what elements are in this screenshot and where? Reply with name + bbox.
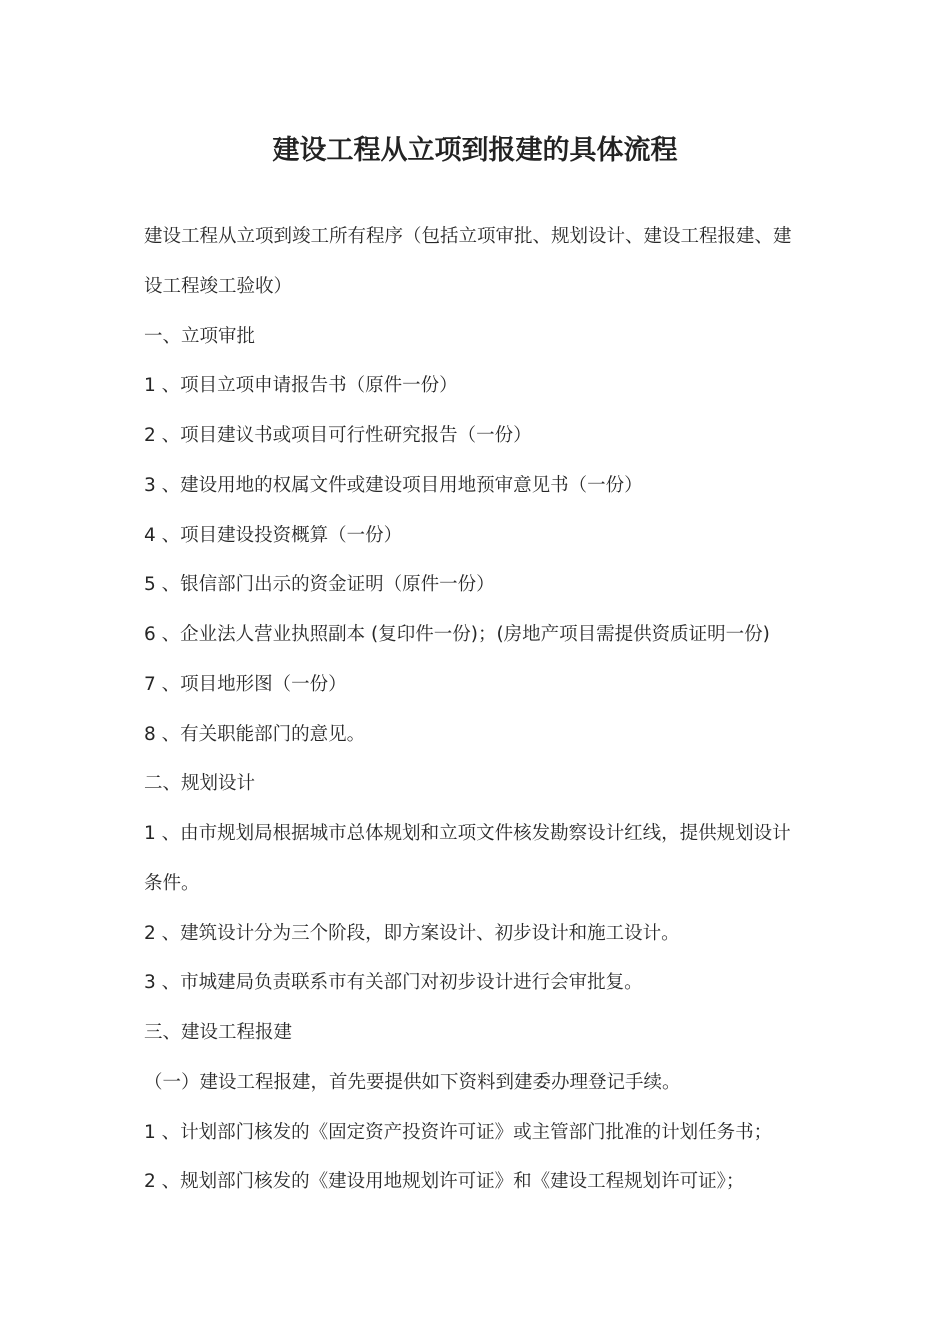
section-3-sub-heading: （一）建设工程报建，首先要提供如下资料到建委办理登记手续。: [144, 1072, 681, 1093]
section-1-item-7: 7 、项目地形图（一份）: [144, 674, 347, 695]
section-3-item-1: 1 、计划部门核发的《固定资产投资许可证》或主管部门批准的计划任务书；: [144, 1122, 773, 1143]
section-2-item-1-line-1: 1 、由市规划局根据城市总体规划和立项文件核发勘察设计红线，提供规划设计: [144, 823, 791, 844]
section-1-item-6: 6 、企业法人营业执照副本 (复印件一份)；(房地产项目需提供资质证明一份): [144, 624, 770, 645]
section-1-heading: 一、立项审批: [144, 326, 256, 347]
intro-line-2: 设工程竣工验收）: [144, 276, 293, 297]
section-1-item-5: 5 、银信部门出示的资金证明（原件一份）: [144, 574, 495, 595]
intro-line-1: 建设工程从立项到竣工所有程序（包括立项审批、规划设计、建设工程报建、建: [144, 226, 792, 247]
document-title: 建设工程从立项到报建的具体流程: [272, 135, 678, 166]
section-2-heading: 二、规划设计: [144, 773, 256, 794]
section-1-item-4: 4 、项目建设投资概算（一份）: [144, 525, 403, 546]
section-2-item-1-line-2: 条件。: [144, 873, 200, 894]
section-1-item-2: 2 、项目建议书或项目可行性研究报告（一份）: [144, 425, 532, 446]
section-2-item-3: 3 、市城建局负责联系市有关部门对初步设计进行会审批复。: [144, 972, 643, 993]
section-3-item-2: 2 、规划部门核发的《建设用地规划许可证》和《建设工程规划许可证》；: [144, 1171, 745, 1192]
section-1-item-1: 1 、项目立项申请报告书（原件一份）: [144, 375, 458, 396]
section-1-item-3: 3 、建设用地的权属文件或建设项目用地预审意见书（一份）: [144, 475, 643, 496]
section-3-heading: 三、建设工程报建: [144, 1022, 293, 1043]
section-2-item-2: 2 、建筑设计分为三个阶段，即方案设计、初步设计和施工设计。: [144, 923, 680, 944]
section-1-item-8: 8 、有关职能部门的意见。: [144, 724, 366, 745]
